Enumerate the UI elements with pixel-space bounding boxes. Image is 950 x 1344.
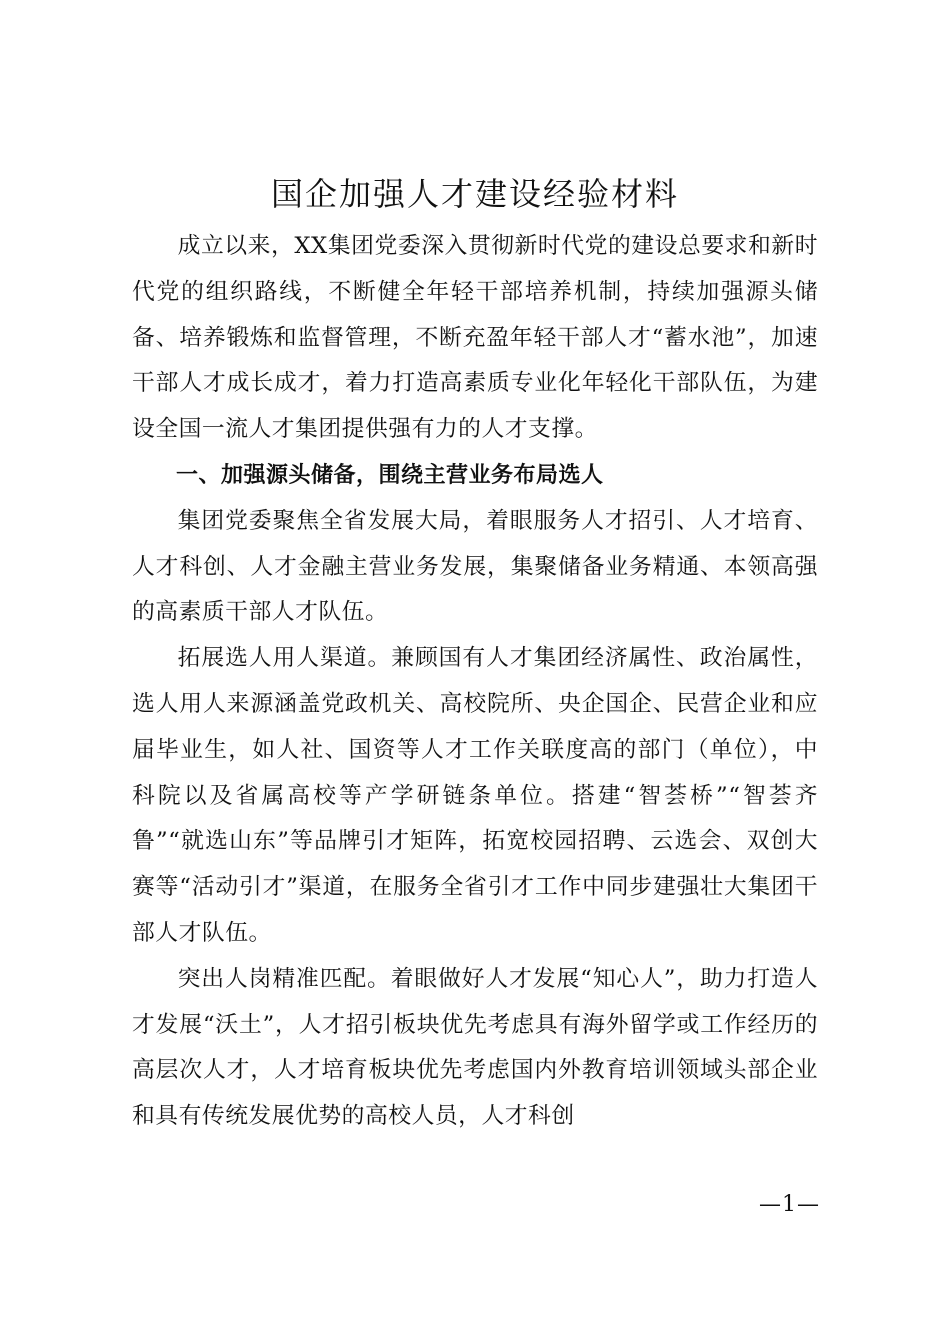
intro-paragraph: 成立以来，XX集团党委深入贯彻新时代党的建设总要求和新时代党的组织路线，不断健全年轻干部培养机制，持续加强源头储备、培养锻炼和监督管理，不断充盈年轻干部人才“蓄水池”，加速干部人才成长成才，着力打造高素质专业化年轻化干部队伍，为建设全国一流人才集团提供强有力的人才支撑。: [132, 233, 818, 443]
recruitment-channels-paragraph: 拓展选人用人渠道。兼顾国有人才集团经济属性、政治属性，选人用人来源涵盖党政机关、高校院所、央企国企、民营企业和应届毕业生，如人社、国资等人才工作关联度高的部门（单位），中科院以及省属高校等产学研链条单位。搭建“智荟桥”“智荟齐鲁”“就选山东”等品牌引才矩阵，拓宽校园招聘、云选会、双创大赛等“活动引才”渠道，在服务全省引才工作中同步建强壮大集团干部人才队伍。: [132, 645, 818, 946]
page-number: —1—: [759, 1192, 820, 1217]
document-body: [132, 224, 818, 1140]
section-paragraph: 集团党委聚焦全省发展大局，着眼服务人才招引、人才培育、人才科创、人才金融主营业务发展，集聚储备业务精通、本领高强的高素质干部人才队伍。: [132, 507, 818, 626]
job-matching-paragraph: 突出人岗精准匹配。着眼做好人才发展“知心人”，助力打造人才发展“沃土”，人才招引板块优先考虑具有海外留学或工作经历的高层次人才，人才培育板块优先考虑国内外教育培训领域头部企业和具有传统发展优势的高校人员，人才科创: [132, 965, 818, 1130]
section-heading: 一、加强源头储备，围绕主营业务布局选人: [176, 462, 604, 488]
document-title: 国企加强人才建设经验材料: [270, 175, 679, 213]
